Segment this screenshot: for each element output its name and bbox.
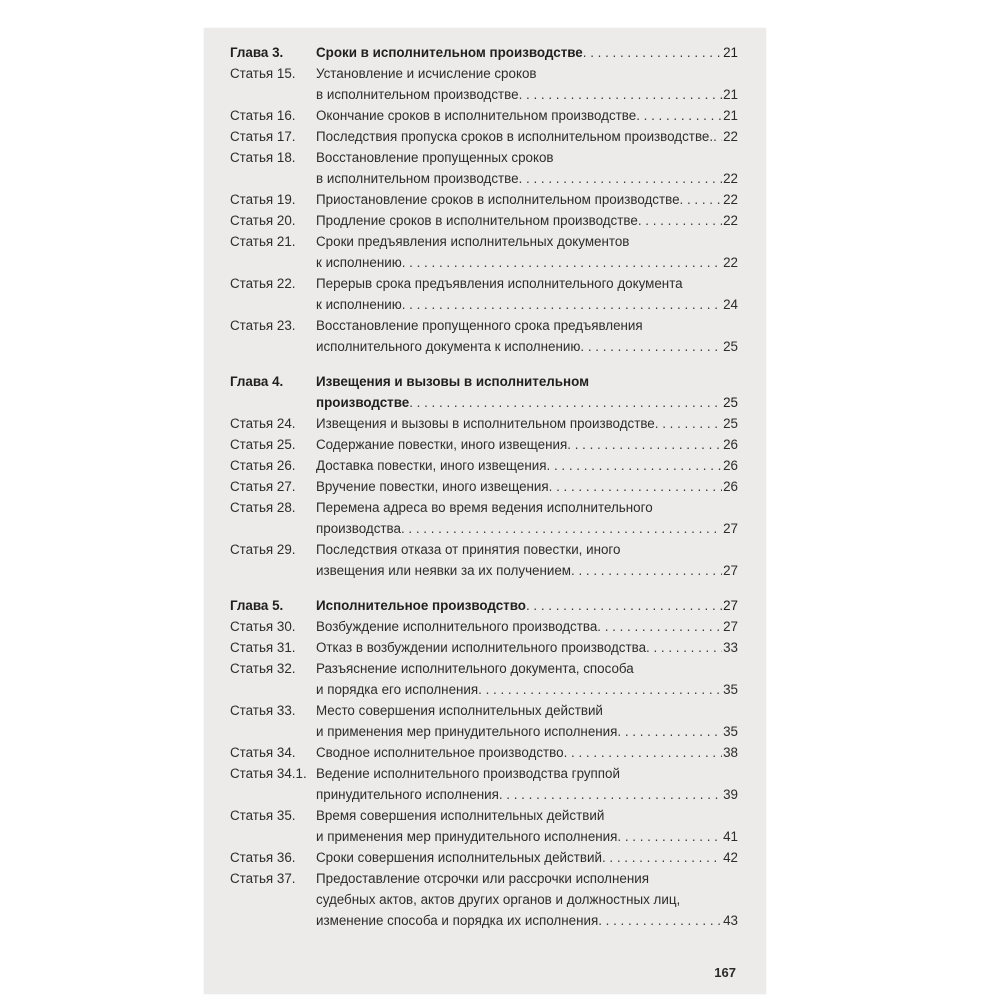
toc-entry-number: Глава 3. [230,45,284,60]
dot-leader [598,910,722,931]
toc-article-entry[interactable] [230,63,738,105]
toc-entry-page: 22 [723,192,738,207]
toc-article-entry[interactable] [230,273,738,315]
toc-entry-number: Глава 4. [230,374,284,389]
toc-entry-page: 35 [723,682,738,697]
toc-entry-title-line: и применения мер принудительного исполнения [316,829,618,844]
toc-entry-number: Статья 37. [230,871,296,886]
toc-entry-page: 33 [723,640,738,655]
toc-entry-page: 26 [723,458,738,473]
dot-leader [402,294,722,315]
toc-entry-title-line: извещения или неявки за их получением [316,563,572,578]
toc-entry-page: 22 [723,213,738,228]
toc-entry-number: Статья 34.1. [230,766,307,781]
toc-article-entry[interactable] [230,637,738,658]
toc-entry-page: 22 [723,171,738,186]
toc-entry-title-line: Последствия отказа от принятия повестки, иного [316,542,621,557]
toc-entry-title-line: Перерыв срока предъявления исполнительного документа [316,276,683,291]
toc-entry-page: 35 [723,724,738,739]
toc-entry-title-line: в исполнительном производстве [316,171,519,186]
toc-entry-page: 26 [723,437,738,452]
book-page [204,28,766,994]
toc-entry-number: Статья 32. [230,661,296,676]
toc-entry-number: Статья 21. [230,234,296,249]
toc-entry-title-line: Вручение повестки, иного извещения [316,479,549,494]
toc-article-entry[interactable] [230,497,738,539]
toc-entry-title-line: Время совершения исполнительных действий [316,808,605,823]
toc-article-entry[interactable] [230,147,738,189]
toc-article-entry[interactable] [230,616,738,637]
toc-entry-page: 27 [723,521,738,536]
toc-article-entry[interactable] [230,700,738,742]
toc-article-entry[interactable] [230,805,738,847]
toc-chapter-entry[interactable] [230,371,738,413]
dot-leader [617,826,722,847]
toc-entry-title-line: Возбуждение исполнительного производства [316,619,598,634]
dot-leader [499,784,722,805]
toc-entry-page: 27 [723,563,738,578]
toc-entry-title-line: Сроки предъявления исполнительных документов [316,234,630,249]
toc-entry-title-line: Исполнительное производство [316,598,526,613]
toc-entry-title-line: Содержание повестки, иного извещения [316,437,568,452]
toc-entry-number: Статья 19. [230,192,296,207]
dot-leader [583,42,722,63]
toc-entry-page: 43 [723,913,738,928]
toc-entry-number: Статья 18. [230,150,296,165]
toc-entry-page: 22 [723,129,738,144]
toc-entry-page: 38 [723,745,738,760]
toc-article-entry[interactable] [230,847,738,868]
toc-entry-number: Статья 16. [230,108,296,123]
dot-leader [638,210,722,231]
toc-entry-number: Статья 17. [230,129,296,144]
toc-chapter-entry[interactable] [230,42,738,63]
toc-entry-title-line: принудительного исполнения [316,787,499,802]
dot-leader [680,189,723,210]
toc-entry-title-line: Последствия пропуска сроков в исполнительном производстве. [316,129,714,144]
toc-entry-title-line: Окончание сроков в исполнительном производстве [316,108,637,123]
toc-entry-title-line: Сроки в исполнительном производстве [316,45,583,60]
toc-entry-number: Статья 35. [230,808,296,823]
toc-article-entry[interactable] [230,763,738,805]
dot-leader [547,455,723,476]
toc-entry-title-line: Разъяснение исполнительного документа, способа [316,661,634,676]
toc-entry-number: Статья 34. [230,745,296,760]
toc-entry-title-line: Доставка повестки, иного извещения [316,458,547,473]
toc-entry-title-line: изменение способа и порядка их исполнения [316,913,599,928]
toc-entry-page: 22 [723,255,738,270]
toc-entry-page: 21 [723,87,738,102]
toc-entry-page: 21 [723,45,738,60]
toc-entry-title-line: Извещения и вызовы в исполнительном производстве [316,416,655,431]
toc-entry-number: Статья 20. [230,213,296,228]
toc-entry-title-line: Извещения и вызовы в исполнительном [316,374,590,389]
toc-entry-title-line: к исполнению [316,255,402,270]
dot-leader [571,560,722,581]
dot-leader [602,847,722,868]
dot-leader [478,679,722,700]
toc-entry-page: 25 [723,395,738,410]
toc-entry-page: 27 [723,598,738,613]
toc-entry-title-line: Ведение исполнительного производства группой [316,766,620,781]
toc-entry-number: Глава 5. [230,598,284,613]
toc-chapter-entry[interactable] [230,595,738,616]
toc-article-entry[interactable] [230,315,738,357]
toc-entry-number: Статья 25. [230,437,296,452]
toc-article-entry[interactable] [230,189,738,210]
toc-entry-page: 41 [723,829,738,844]
toc-entry-page: 27 [723,619,738,634]
toc-article-entry[interactable] [230,126,738,147]
toc-entry-page: 25 [723,339,738,354]
dot-leader [655,413,722,434]
dot-leader [519,84,723,105]
toc-entry-title-line: Сводное исполнительное производство [316,745,564,760]
toc-article-entry[interactable] [230,231,738,273]
toc-article-entry[interactable] [230,658,738,700]
toc-entry-title-line: Продление сроков в исполнительном производстве [316,213,638,228]
toc-entry-number: Статья 26. [230,458,296,473]
toc-article-entry[interactable] [230,539,738,581]
toc-entry-page: 21 [723,108,738,123]
toc-entry-number: Статья 22. [230,276,296,291]
toc-entry-number: Статья 15. [230,66,296,81]
toc-entry-title-line: судебных актов, актов других органов и должностных лиц, [316,892,681,907]
toc-article-entry[interactable] [230,210,738,231]
toc-entry-page: 25 [723,416,738,431]
toc-entry-number: Статья 29. [230,542,296,557]
dot-leader [549,476,722,497]
toc-entry-number: Статья 28. [230,500,296,515]
toc-entry-page: 24 [723,297,738,312]
dot-leader [713,126,722,147]
dot-leader [636,105,722,126]
toc-article-entry[interactable] [230,413,738,434]
toc-entry-title-line: Восстановление пропущенного срока предъявления [316,318,643,333]
toc-entry-title-line: и порядка его исполнения [316,682,479,697]
toc-entry-title-line: к исполнению [316,297,402,312]
dot-leader [580,336,722,357]
toc-article-entry[interactable] [230,868,738,931]
dot-leader [646,637,722,658]
toc-entry-number: Статья 31. [230,640,296,655]
toc-entry-number: Статья 23. [230,318,296,333]
toc-entry-number: Статья 36. [230,850,296,865]
dot-leader [402,252,722,273]
dot-leader [401,518,722,539]
dot-leader [597,616,722,637]
dot-leader [526,595,722,616]
toc-entry-title-line: Восстановление пропущенных сроков [316,150,554,165]
toc-entry-number: Статья 33. [230,703,296,718]
toc-article-entry[interactable] [230,476,738,497]
dot-leader [519,168,723,189]
toc-entry-number: Статья 30. [230,619,296,634]
toc-entry-title-line: Приостановление сроков в исполнительном производстве [316,192,680,207]
table-of-contents [230,42,738,931]
toc-entry-number: Статья 24. [230,416,296,431]
toc-entry-title-line: исполнительного документа к исполнению [316,339,581,354]
page-number: 167 [714,965,736,980]
toc-entry-page: 39 [723,787,738,802]
dot-leader [564,742,722,763]
toc-entry-title-line: и применения мер принудительного исполнения [316,724,618,739]
toc-entry-title-line: Предоставление отсрочки или рассрочки исполнения [316,871,649,886]
toc-entry-number: Статья 27. [230,479,296,494]
toc-entry-page: 42 [723,850,738,865]
toc-entry-title-line: производстве [316,395,410,410]
toc-article-entry[interactable] [230,455,738,476]
toc-entry-page: 26 [723,479,738,494]
toc-entry-title-line: Перемена адреса во время ведения исполнительного [316,500,653,515]
toc-entry-title-line: Сроки совершения исполнительных действий [316,850,602,865]
dot-leader [409,392,722,413]
toc-entry-title-line: Отказ в возбуждении исполнительного производства [316,640,647,655]
toc-article-entry[interactable] [230,105,738,126]
toc-entry-title-line: Место совершения исполнительных действий [316,703,603,718]
toc-article-entry[interactable] [230,742,738,763]
dot-leader [567,434,722,455]
toc-article-entry[interactable] [230,434,738,455]
toc-entry-title-line: производства [316,521,401,536]
dot-leader [617,721,722,742]
toc-entry-title-line: Установление и исчисление сроков [316,66,537,81]
toc-entry-title-line: в исполнительном производстве [316,87,519,102]
